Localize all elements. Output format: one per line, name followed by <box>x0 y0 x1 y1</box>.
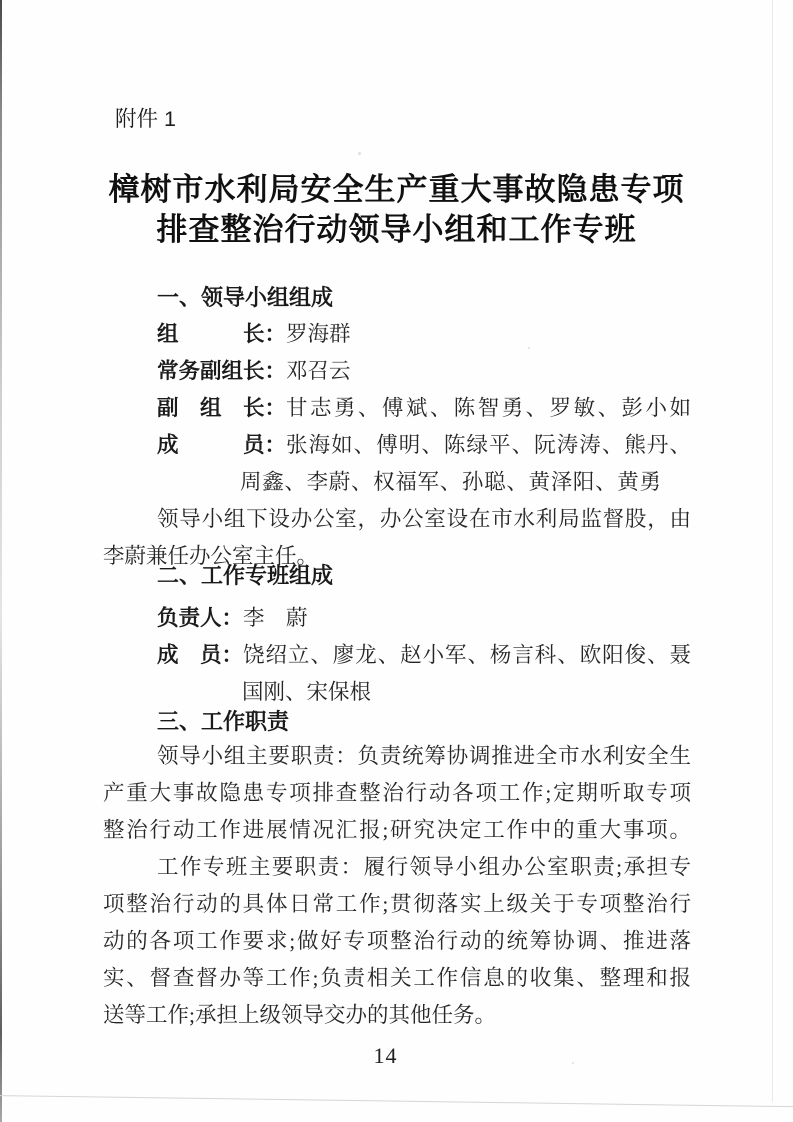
row-label: 成 员： <box>157 433 287 457</box>
row-value: 邓召云 <box>286 359 351 383</box>
row-label: 副 组 长： <box>157 396 287 420</box>
row-value: 李 蔚 <box>243 606 308 630</box>
attachment-label: 附件 1 <box>115 107 176 131</box>
paragraph-line: 产重大事故隐患专项排查整治行动各项工作;定期听取专项 <box>103 781 691 805</box>
row-deputy-leaders <box>103 390 691 427</box>
paragraph-line: 工作专班主要职责：履行领导小组办公室职责;承担专 <box>157 855 691 879</box>
section1-rows <box>103 316 691 501</box>
row-value: 饶绍立、廖龙、赵小军、杨言科、欧阳俊、聂 <box>243 643 691 667</box>
row-label: 成 员： <box>157 643 244 667</box>
row-members <box>103 637 691 674</box>
section1-heading: 一、领导小组组成 <box>157 285 334 310</box>
row-group-leader <box>103 316 691 353</box>
scan-speckle <box>358 152 361 155</box>
row-value: 张海如、傅明、陈绿平、阮涛涛、熊丹、 <box>286 433 691 457</box>
section3-heading: 三、工作职责 <box>157 709 290 734</box>
paragraph-line: 实、督查督办等工作;负责相关工作信息的收集、整理和报 <box>103 966 691 990</box>
row-value: 甘志勇、傅斌、陈智勇、罗敏、彭小如 <box>286 396 691 420</box>
document-title-line1: 樟树市水利局安全生产重大事故隐患专项 <box>108 172 685 207</box>
row-executive-deputy-leader <box>103 353 691 390</box>
work-team-duties-paragraph <box>103 849 691 1034</box>
paragraph-line: 项整治行动的具体日常工作;贯彻落实上级关于专项整治行 <box>103 892 691 916</box>
row-person-in-charge <box>103 600 691 637</box>
page-number: 14 <box>373 1043 398 1068</box>
row-label: 组 长： <box>157 322 287 346</box>
row-label: 负责人： <box>157 606 244 630</box>
paragraph-line: 领导小组主要职责：负责统筹协调推进全市水利安全生 <box>157 744 691 768</box>
office-note-line: 领导小组下设办公室，办公室设在市水利局监督股，由 <box>157 507 691 531</box>
scan-edge-bottom <box>0 1095 793 1107</box>
scan-edge-right <box>772 0 773 1102</box>
row-members <box>103 427 691 464</box>
document-title-line2: 排查整治行动领导小组和工作专班 <box>156 212 637 247</box>
row-label: 常务副组长： <box>157 359 287 383</box>
office-note-line: 李蔚兼任办公室主任。 <box>103 544 319 568</box>
row-members-continuation: 国刚、宋保根 <box>242 680 372 704</box>
row-value: 罗海群 <box>286 322 351 346</box>
section2-heading: 二、工作专班组成 <box>157 563 334 588</box>
scan-edge-left <box>0 0 2 1122</box>
section2-rows <box>103 600 691 711</box>
paragraph-line: 动的各项工作要求;做好专项整治行动的统筹协调、推进落 <box>103 929 691 953</box>
row-members-continuation: 周鑫、李蔚、权福军、孙聪、黄泽阳、黄勇 <box>240 470 661 494</box>
document-title <box>0 170 793 250</box>
paragraph-line: 送等工作;承担上级领导交办的其他任务。 <box>103 1003 496 1027</box>
paragraph-line: 整治行动工作进展情况汇报;研究决定工作中的重大事项。 <box>103 818 691 842</box>
leading-group-duties-paragraph <box>103 738 691 849</box>
